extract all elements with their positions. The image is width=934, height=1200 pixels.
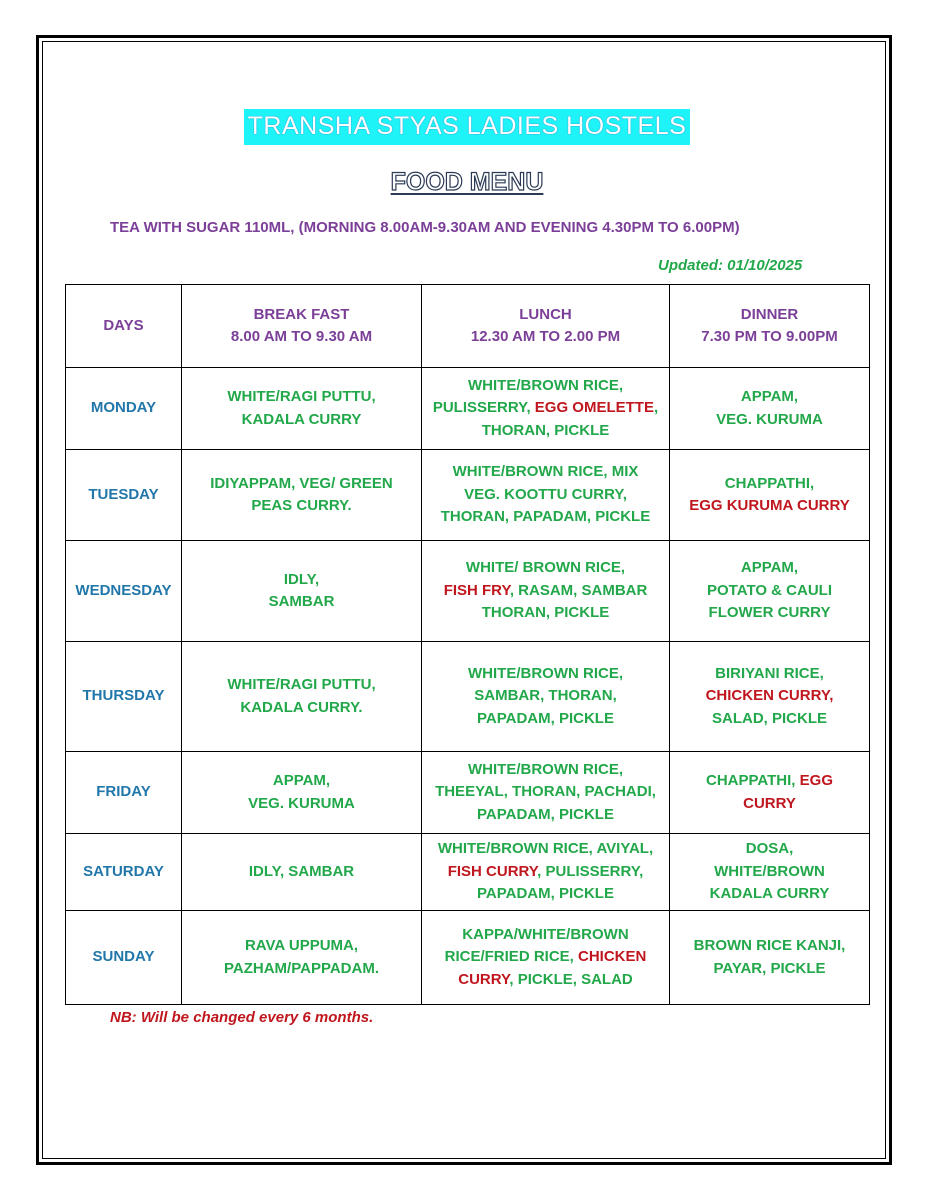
- food-item: KADALA CURRY: [241, 410, 362, 428]
- dinner-cell: [670, 368, 870, 450]
- food-item: , RASAM, SAMBAR: [509, 581, 648, 599]
- food-item: APPAM,: [740, 559, 799, 577]
- food-item: WHITE/BROWN RICE,: [468, 376, 623, 394]
- food-item: SALAD, PICKLE: [711, 709, 827, 727]
- table-row: [66, 911, 870, 1005]
- menu-title: FOOD MENU: [390, 168, 544, 196]
- food-item: WHITE/BROWN RICE, MIX VEG. KOOTTU CURRY, THORAN, PAPADAM, PICKLE: [440, 463, 651, 526]
- food-item: CHAPPATHI,: [724, 474, 815, 492]
- breakfast-cell: [182, 368, 422, 450]
- table-row: [66, 450, 870, 541]
- food-item: THORAN, PICKLE: [481, 604, 610, 622]
- nonveg-item: EGG CURRY: [743, 772, 833, 812]
- food-item: IDLY,: [283, 570, 320, 588]
- table-row: [66, 368, 870, 450]
- day-cell: THURSDAY: [66, 642, 182, 752]
- lunch-cell: [422, 368, 670, 450]
- lunch-cell: [422, 450, 670, 541]
- food-item: KADALA CURRY.: [240, 698, 363, 716]
- day-cell: FRIDAY: [66, 752, 182, 834]
- breakfast-cell: [182, 642, 422, 752]
- header-lunch-time: 12.30 AM TO 2.00 PM: [470, 328, 621, 345]
- food-item: WHITE/ BROWN RICE,: [465, 559, 626, 577]
- food-menu-table: [65, 284, 870, 1005]
- food-item: WHITE/BROWN: [714, 862, 825, 880]
- food-item: CHAPPATHI,: [706, 772, 800, 789]
- food-item: APPAM,: [740, 388, 799, 405]
- nonveg-item: CHICKEN CURRY,: [705, 687, 834, 705]
- updated-date: Updated: 01/10/2025: [658, 257, 803, 274]
- title-container: [0, 109, 934, 145]
- header-days: DAYS: [66, 285, 182, 368]
- nonveg-item: FISH CURRY: [447, 862, 538, 880]
- food-item: PAZHAM/PAPPADAM.: [224, 959, 379, 977]
- food-item: DOSA,: [745, 840, 794, 858]
- food-item: THORAN, PICKLE: [481, 421, 610, 439]
- food-item: RAVA UPPUMA,: [244, 937, 359, 954]
- food-item: ,: [653, 399, 659, 417]
- food-item: VEG. KURUMA: [248, 794, 355, 812]
- breakfast-cell: [182, 834, 422, 911]
- food-item: POTATO & CAULI FLOWER CURRY: [707, 581, 832, 622]
- table-row: [66, 834, 870, 911]
- breakfast-cell: [182, 541, 422, 642]
- lunch-cell: [422, 541, 670, 642]
- header-breakfast: [182, 285, 422, 368]
- nonveg-item: EGG OMELETTE: [534, 399, 654, 417]
- header-lunch: [422, 285, 670, 368]
- dinner-cell: [670, 752, 870, 834]
- dinner-cell: [670, 911, 870, 1005]
- nonveg-item: FISH FRY: [443, 581, 510, 599]
- food-item: SAMBAR: [268, 593, 335, 610]
- food-item: PULISSERRY,: [432, 399, 535, 417]
- day-cell: SUNDAY: [66, 911, 182, 1005]
- hostel-title: TRANSHA STYAS LADIES HOSTELS: [244, 109, 691, 145]
- food-item: , PULISSERRY, PAPADAM, PICKLE: [477, 862, 644, 903]
- breakfast-cell: [182, 911, 422, 1005]
- change-note: NB: Will be changed every 6 months.: [110, 1009, 374, 1026]
- food-item: VEG. KURUMA: [716, 410, 823, 428]
- header-breakfast-name: BREAK FAST: [253, 305, 350, 323]
- food-item: , PICKLE, SALAD: [509, 970, 633, 988]
- header-dinner-name: DINNER: [740, 305, 799, 323]
- dinner-cell: [670, 642, 870, 752]
- breakfast-cell: [182, 450, 422, 541]
- header-dinner: [670, 285, 870, 368]
- table-row: [66, 752, 870, 834]
- tea-note: TEA WITH SUGAR 110ML, (MORNING 8.00AM-9.30AM AND EVENING 4.30PM TO 6.00PM): [110, 219, 740, 236]
- table-row: [66, 541, 870, 642]
- dinner-cell: [670, 541, 870, 642]
- header-lunch-name: LUNCH: [519, 305, 572, 323]
- day-cell: SATURDAY: [66, 834, 182, 911]
- food-item: APPAM,: [272, 772, 331, 789]
- food-item: WHITE/BROWN RICE, AVIYAL,: [437, 840, 654, 858]
- food-item: WHITE/BROWN RICE, THEEYAL, THORAN, PACHADI, PAPADAM, PICKLE: [435, 760, 656, 823]
- breakfast-cell: [182, 752, 422, 834]
- food-item: WHITE/BROWN RICE, SAMBAR, THORAN, PAPADAM, PICKLE: [468, 664, 623, 727]
- header-dinner-time: 7.30 PM TO 9.00PM: [701, 328, 838, 345]
- food-item: IDLY, SAMBAR: [248, 862, 355, 880]
- food-item: WHITE/RAGI PUTTU,: [227, 676, 376, 693]
- food-item: KAPPA/WHITE/BROWN RICE/FRIED RICE,: [444, 925, 629, 966]
- table-row: [66, 642, 870, 752]
- lunch-cell: [422, 834, 670, 911]
- nonveg-item: CHICKEN CURRY: [458, 948, 647, 988]
- food-item: IDIYAPPAM, VEG/ GREEN PEAS CURRY.: [210, 474, 393, 514]
- food-item: PAYAR, PICKLE: [713, 959, 826, 977]
- day-cell: WEDNESDAY: [66, 541, 182, 642]
- food-item: BIRIYANI RICE,: [715, 664, 824, 682]
- lunch-cell: [422, 642, 670, 752]
- lunch-cell: [422, 752, 670, 834]
- dinner-cell: [670, 450, 870, 541]
- food-item: BROWN RICE KANJI,: [693, 937, 846, 954]
- header-row: [66, 285, 870, 368]
- food-item: WHITE/RAGI PUTTU,: [227, 388, 376, 405]
- dinner-cell: [670, 834, 870, 911]
- nonveg-item: EGG KURUMA CURRY: [689, 497, 850, 514]
- day-cell: MONDAY: [66, 368, 182, 450]
- food-item: KADALA CURRY: [709, 885, 830, 903]
- lunch-cell: [422, 911, 670, 1005]
- day-cell: TUESDAY: [66, 450, 182, 541]
- header-breakfast-time: 8.00 AM TO 9.30 AM: [230, 328, 373, 345]
